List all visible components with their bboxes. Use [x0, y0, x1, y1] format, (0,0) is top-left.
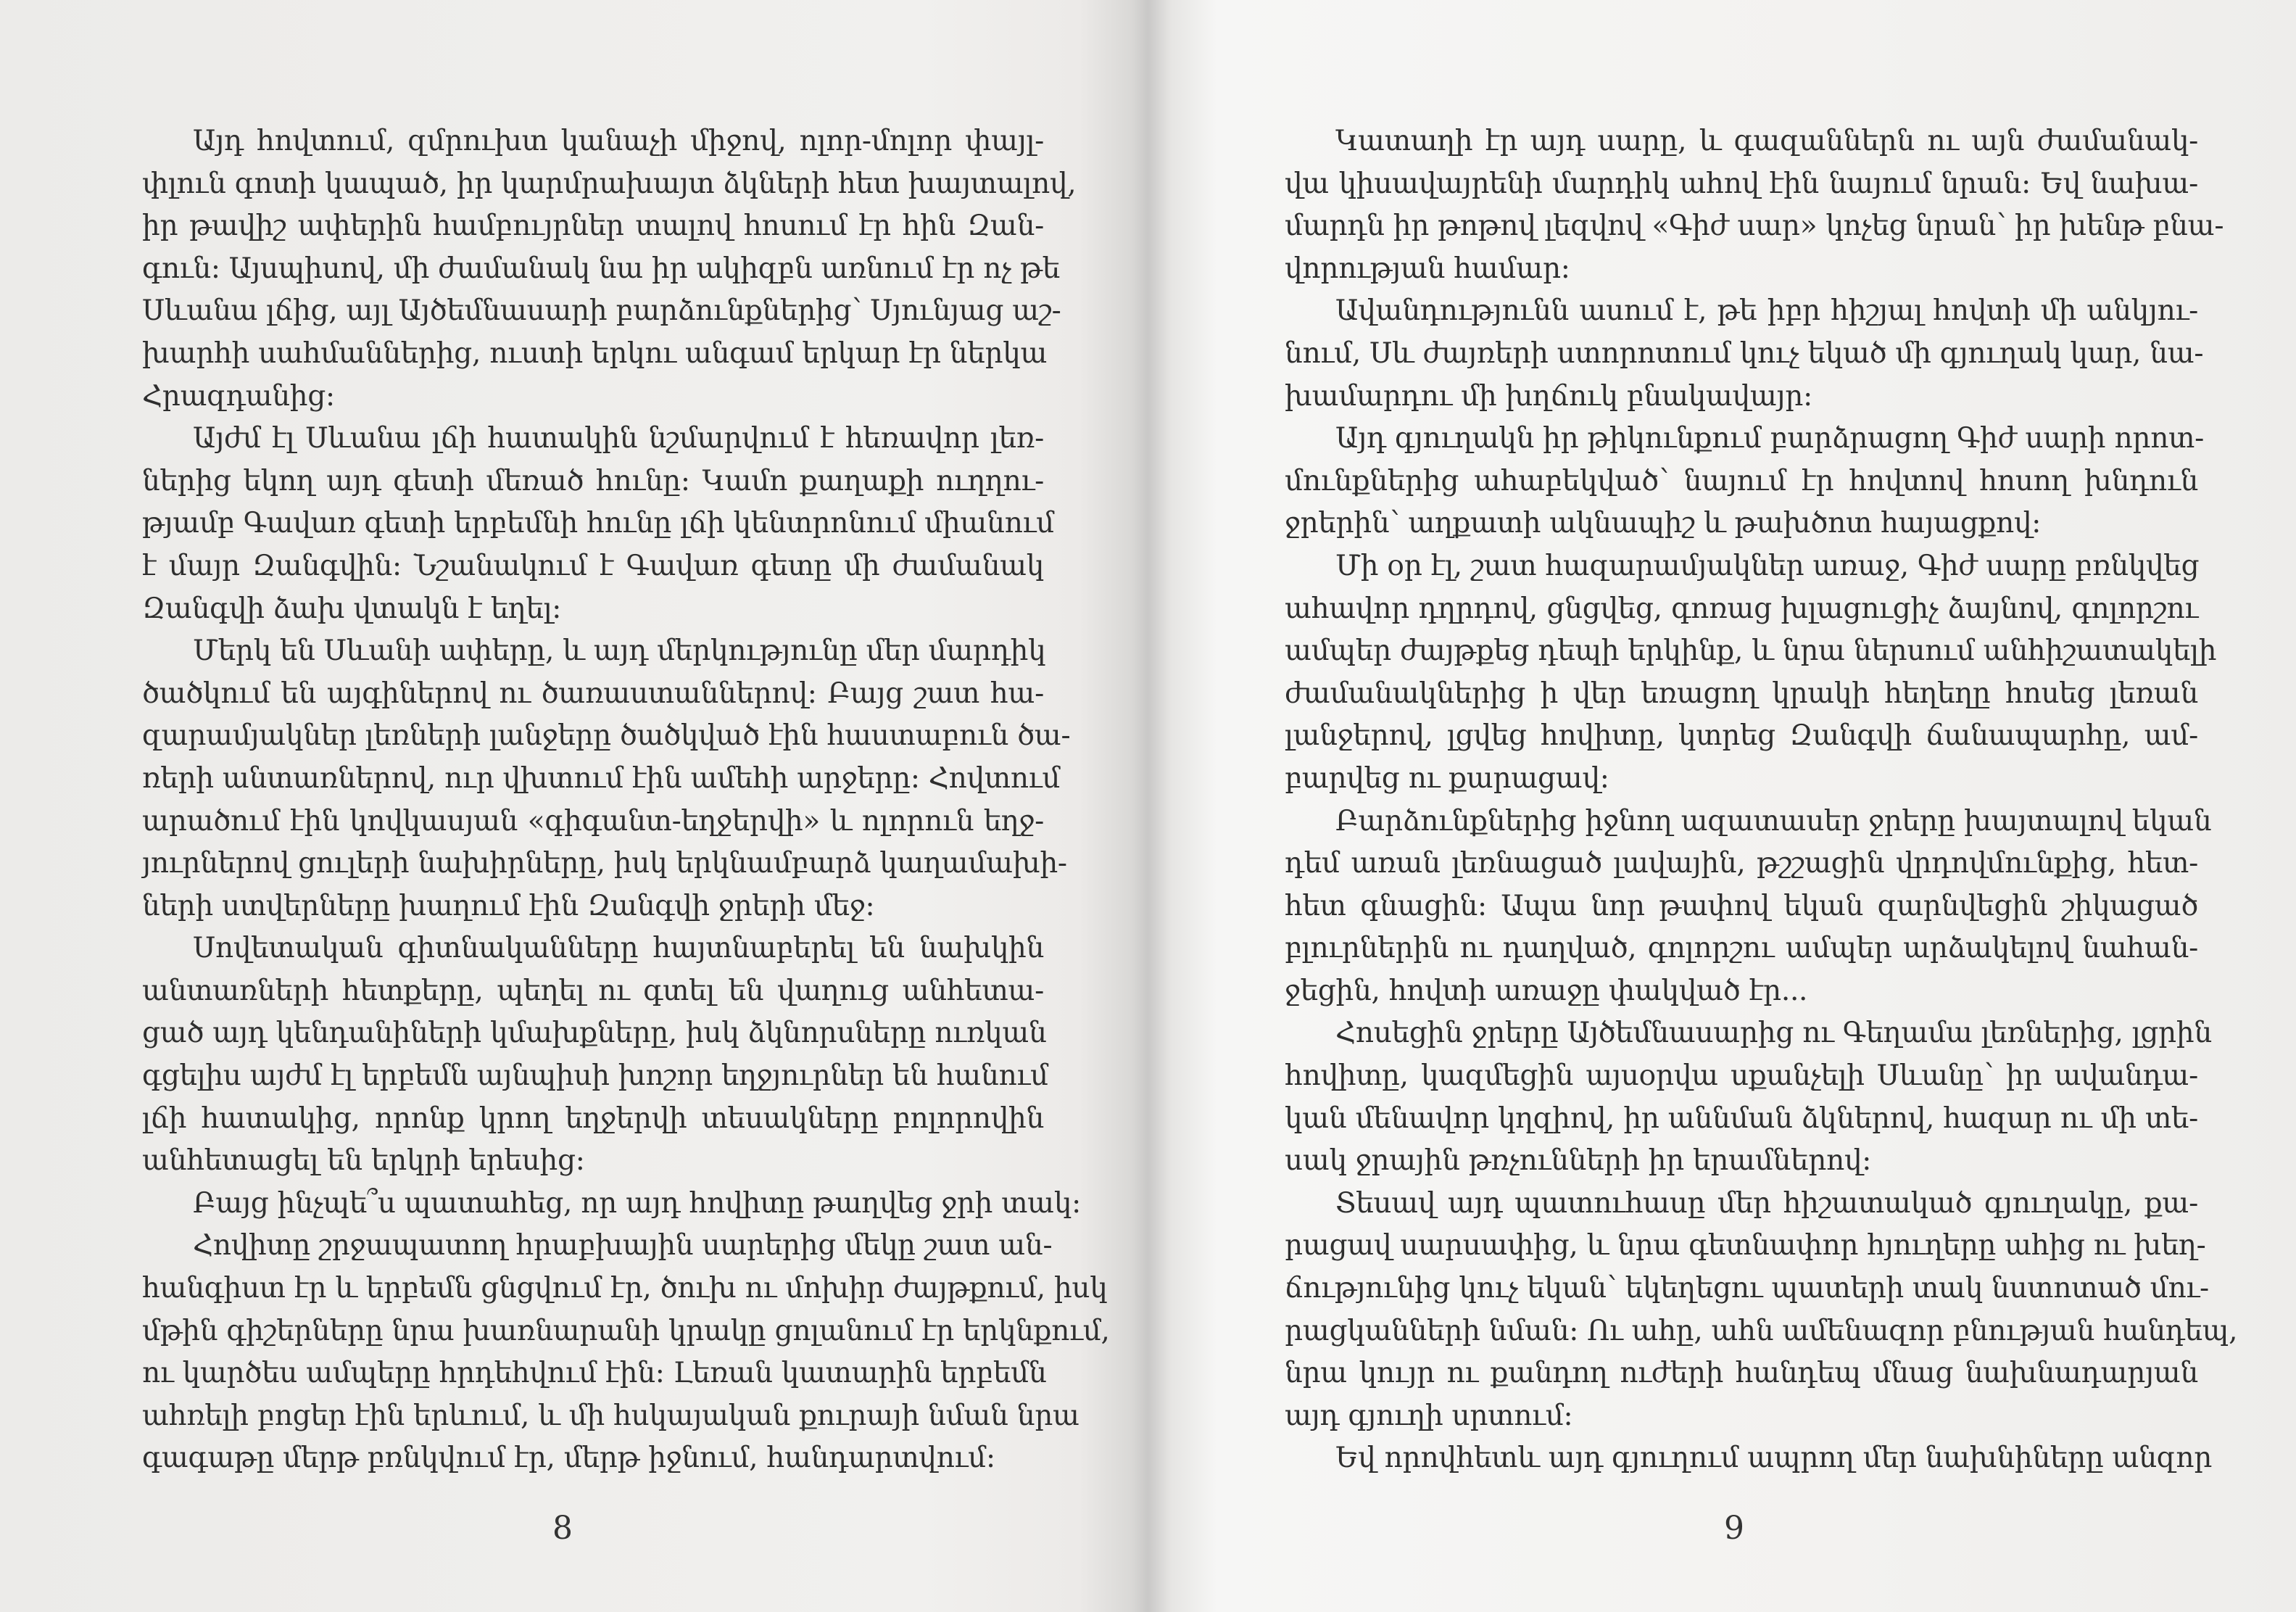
text-line: նրա կույր ու քանդող ուժերի հանդեպ մնաց նախնադարյան [1285, 1357, 2198, 1390]
text-line: Բարձունքներից իջնող ազատասեր ջրերը խայտալով եկան [1335, 804, 2212, 838]
text-line: Հրազդանից: [142, 379, 335, 413]
text-line: Այդ հովտում, զմրուխտ կանաչի միջով, ոլոր-մոլոր փայլ- [193, 125, 1044, 157]
text-line: ջեցին, հովտի առաջը փակված էր... [1285, 974, 1808, 1007]
text-line: ների ստվերները խաղում էին Զանգվի ջրերի մեջ: [142, 889, 875, 922]
text-line: Զանգվի ձախ վտակն է եղել: [142, 592, 562, 625]
text-line: լճի հատակից, որոնք կրող եղջերվի տեսակները բոլորովին [142, 1101, 1044, 1135]
paragraph [142, 630, 1071, 927]
text-line: գագաթը մերթ բռնկվում էր, մերթ իջնում, հանդարտվում: [142, 1442, 995, 1475]
text-line: արածում էին կովկասյան «գիգանտ-եղջերվի» և ոլորուն եղջ- [142, 804, 1044, 838]
text-line: Այդ գյուղակն իր թիկունքում բարձրացող Գիժ սարի որոտ- [1335, 422, 2204, 455]
text-line: հետ գնացին: Ապա նոր թափով եկան զարնվեցին շիկացած [1285, 889, 2198, 922]
text-line: ու կարծես ամպերը հրդեհվում էին: Լեռան կատարին երբեմն [142, 1357, 1047, 1390]
text-line: յուրներով ցուլերի նախիրները, իսկ երկնամբարձ կաղամախի- [142, 847, 1067, 880]
text-line: Հոսեցին ջրերը Այծեմնասարից ու Գեղամա լեռներից, լցրին [1335, 1017, 2212, 1050]
text-line: Սևանա լճից, այլ Այծեմնասարի բարձունքներից՝ Սյունյաց աշ- [142, 294, 1061, 328]
text-line: րացավ սարսափից, և նրա գետնափոր հյուղերը ահից ու խեղ- [1285, 1229, 2206, 1262]
paragraph [142, 418, 1054, 630]
text-line: Ավանդությունն ասում է, թե իբր հիշյալ հովտի մի անկյու- [1335, 294, 2198, 328]
right-page-text [1285, 120, 2238, 1480]
text-line: անհետացել են երկրի երեսից: [142, 1144, 585, 1178]
text-line: իր թավիշ ափերին համբույրներ տալով հոսում էր հին Զան- [142, 210, 1044, 243]
text-line: Մերկ են Սևանի ափերը, և այդ մերկությունը մեր մարդիկ [193, 635, 1046, 668]
paragraph [1285, 418, 2204, 545]
text-line: այդ գյուղի սրտում: [1285, 1399, 1573, 1432]
paragraph [1285, 545, 2217, 801]
text-line: բլուրներին ու դաղված, գոլորշու ամպեր արձակելով նահան- [1285, 932, 2198, 965]
text-line: անտառների հետքերը, պեղել ու գտել են վաղուց անհետա- [142, 974, 1044, 1007]
page-number-left: 8 [552, 1510, 573, 1547]
text-line: գցելիս այժմ էլ երբեմն այնպիսի խոշոր եղջյուրներ են հանում [142, 1059, 1048, 1093]
text-line: մարդն իր թոթով լեզվով «Գիժ սար» կոչեց նրան՝ իր խենթ բնա- [1285, 210, 2224, 243]
text-line: վորության համար: [1285, 252, 1570, 285]
paragraph [1285, 290, 2204, 418]
text-line: սակ ջրային թռչունների իր երամներով: [1285, 1144, 1872, 1178]
paragraph [142, 1183, 1081, 1225]
text-line: փլուն գոտի կապած, իր կարմրախայտ ձկների հետ խայտալով, [142, 167, 1077, 200]
text-line: ճությունից կուչ եկան՝ եկեղեցու պատերի տակ նստոտած մու- [1285, 1272, 2209, 1305]
text-line: ցած այդ կենդանիների կմախքները, իսկ ձկնորսները ուռկան [142, 1017, 1047, 1050]
text-line: հանգիստ էր և երբեմն ցնցվում էր, ծուխ ու մոխիր ժայթքում, իսկ [142, 1272, 1108, 1305]
text-line: մունքներից ահաբեկված՝ նայում էր հովտով հոսող խնդուն [1285, 464, 2198, 497]
left-page-text [142, 120, 1110, 1480]
text-line: ժամանակներից ի վեր եռացող կրակի հեղեղը հոսեց լեռան [1285, 677, 2198, 710]
text-line: է մայր Զանգվին: Նշանակում է Գավառ գետը մի ժամանակ [142, 549, 1044, 582]
text-line: զարամյակներ լեռների լանջերը ծածկված էին հաստաբուն ծա- [142, 719, 1071, 753]
text-line: խամարդու մի խղճուկ բնակավայր: [1285, 379, 1812, 413]
text-line: Կատաղի էր այդ սարը, և գազաններն ու այն ժամանակ- [1335, 125, 2198, 157]
text-line: դեմ առան լեռնացած լավային, թշշացին վրդովմունքից, հետ- [1285, 847, 2198, 880]
text-line: Հովիտը շրջապատող հրաբխային սարերից մեկը շատ ան- [193, 1229, 1053, 1262]
paragraph [1285, 801, 2212, 1013]
paragraph [1285, 1183, 2238, 1438]
text-line: թյամբ Գավառ գետի երբեմնի հունը լճի կենտրոնում միանում [142, 507, 1054, 540]
text-line: խարհի սահմաններից, ուստի երկու անգամ երկար էր ներկա [142, 336, 1048, 370]
text-line: լանջերով, լցվեց հովիտը, կտրեց Զանգվի ճանապարհը, ամ- [1285, 719, 2198, 753]
text-line: ռերի անտառներով, ուր վխտում էին ամեհի արջերը: Հովտում [142, 761, 1061, 795]
paragraph [1285, 120, 2224, 290]
paragraph [142, 120, 1077, 418]
text-line: Եվ որովհետև այդ գյուղում ապրող մեր նախնիները անզոր [1335, 1442, 2213, 1475]
text-line: ահավոր դղրդով, ցնցվեց, գոռաց խլացուցիչ ձայնով, գոլորշու [1285, 592, 2198, 625]
paragraph [1285, 1012, 2212, 1182]
text-line: ամպեր ժայթքեց դեպի երկինք, և նրա ներսում անհիշատակելի [1285, 635, 2217, 668]
text-line: Սովետական գիտնականները հայտնաբերել են նախկին [193, 932, 1044, 965]
text-line: կան մենավոր կղզիով, իր աննման ձկներով, հազար ու մի տե- [1285, 1101, 2198, 1135]
text-line: Բայց ինչպե՞ս պատահեց, որ այդ հովիտը թաղվեց ջրի տակ: [193, 1186, 1081, 1220]
paragraph [142, 1225, 1110, 1480]
text-line: ջրերին՝ աղքատի ակնապիշ և թախծոտ հայացքով: [1285, 507, 2042, 540]
text-line: նում, Սև ժայռերի ստորոտում կուչ եկած մի գյուղակ կար, նա- [1285, 336, 2204, 370]
text-line: բարվեց ու քարացավ: [1285, 761, 1609, 795]
text-line: վա կիսավայրենի մարդիկ ահով էին նայում նրան: Եվ նախա- [1285, 167, 2198, 200]
text-line: գուն: Այսպիսով, մի ժամանակ նա իր ակիզբն առնում էր ոչ թե [142, 252, 1060, 285]
text-line: Տեսավ այդ պատուհասը մեր հիշատակած գյուղակը, քա- [1335, 1186, 2198, 1220]
text-line: ծածկում են այգիներով ու ծառաստաններով: Բայց շատ հա- [142, 677, 1044, 710]
text-line: Այժմ էլ Սևանա լճի հատակին նշմարվում է հեռավոր լեռ- [193, 422, 1044, 455]
text-line: հովիտը, կազմեցին այսօրվա սքանչելի Սևանը՝ իր ավանդա- [1285, 1059, 2198, 1093]
page-number-right: 9 [1724, 1510, 1744, 1547]
text-line: ահռելի բոցեր էին երևում, և մի հսկայական քուրայի նման նրա [142, 1399, 1079, 1432]
text-line: րացկանների նման: Ու ահը, ահն ամենազոր բնության հանդեպ, [1285, 1314, 2238, 1347]
paragraph [142, 927, 1048, 1183]
text-line: Մի օր էլ, շատ հազարամյակներ առաջ, Գիժ սարը բռնկվեց [1335, 549, 2200, 582]
text-line: մթին գիշերները նրա խառնարանի կրակը ցոլանում էր երկնքում, [142, 1314, 1110, 1347]
paragraph [1285, 1437, 2213, 1480]
text-line: ներից եկող այդ գետի մեռած հունը: Կամո քաղաքի ուղղու- [142, 464, 1044, 497]
